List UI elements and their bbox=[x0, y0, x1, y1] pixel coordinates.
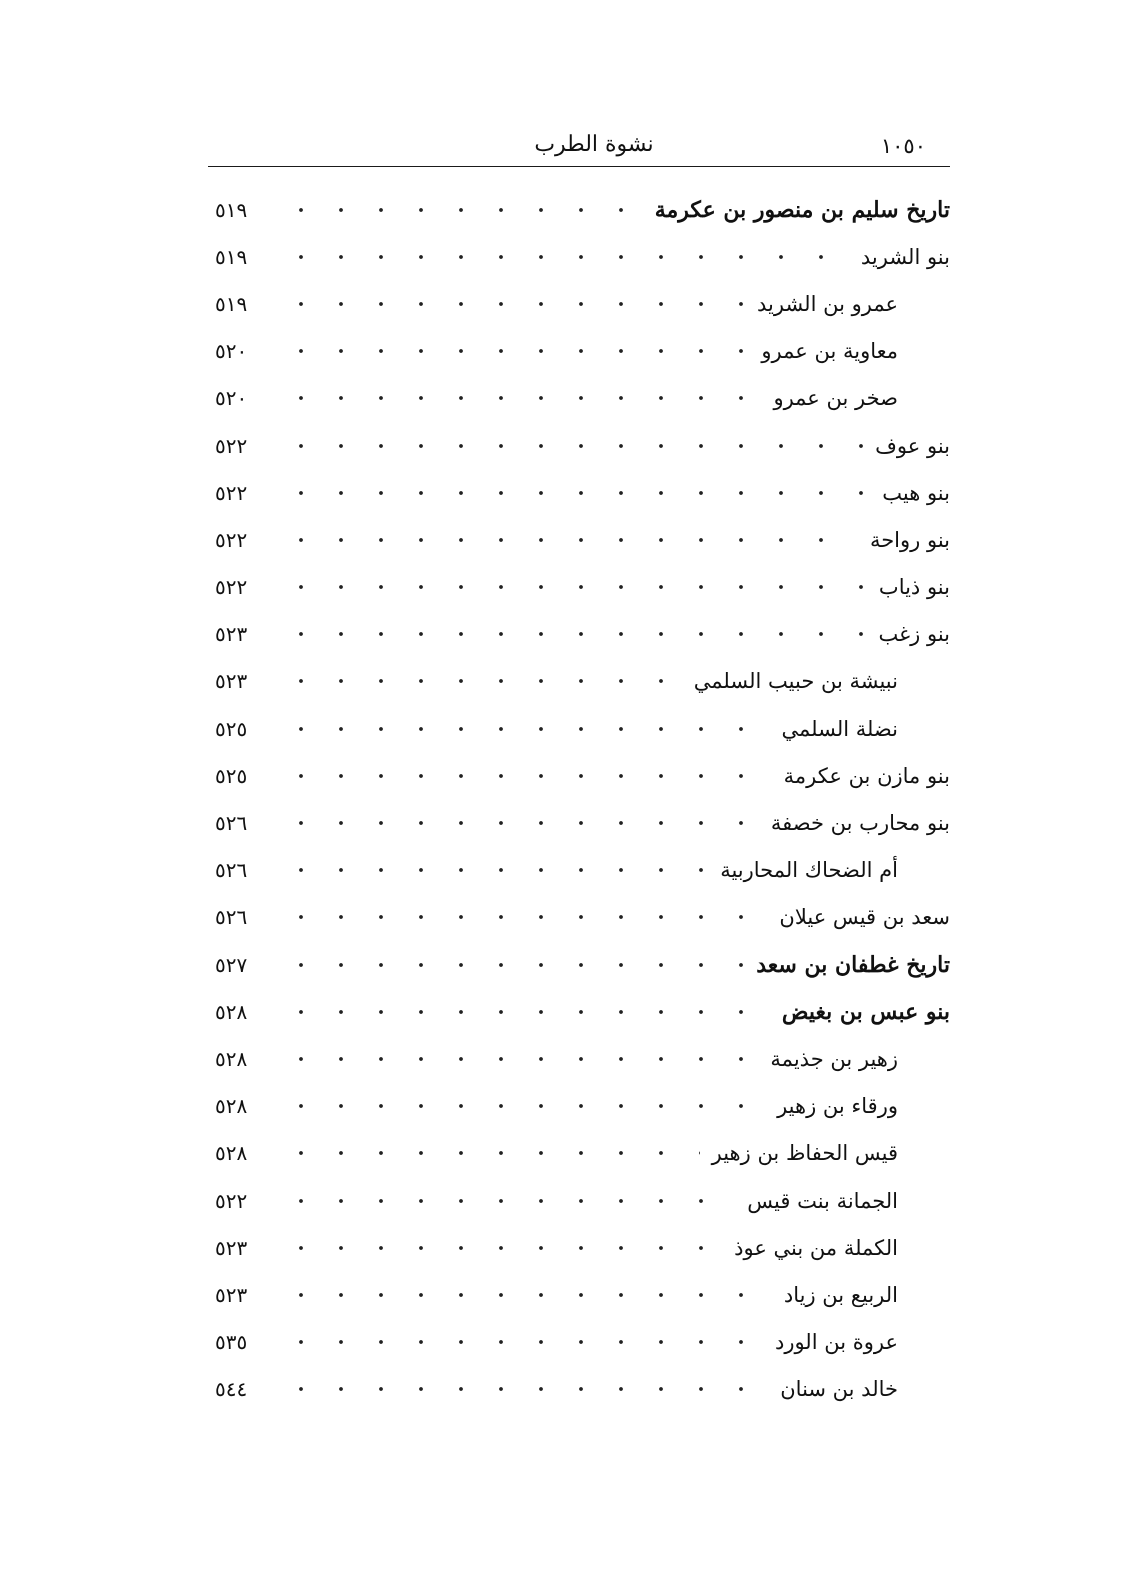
toc-entry-title: أم الضحاك المحاربية bbox=[720, 858, 898, 883]
toc-entry-title: سعد بن قيس عيلان bbox=[779, 905, 950, 930]
toc-entry-title: ورقاء بن زهير bbox=[777, 1094, 898, 1119]
toc-entry-title: تاريخ سليم بن منصور بن عكرمة bbox=[654, 196, 950, 223]
dot-leader bbox=[281, 395, 761, 401]
dot-leader bbox=[281, 1103, 765, 1109]
toc-entry-page: ٥٢٢ bbox=[215, 1188, 248, 1213]
book-title: نشوة الطرب bbox=[534, 132, 654, 157]
toc-entry bbox=[215, 422, 950, 469]
toc-entry-page: ٥٢٠ bbox=[215, 339, 248, 364]
toc-entry-title: الربيع بن زياد bbox=[783, 1282, 898, 1307]
toc-entry-title: بنو مازن بن عكرمة bbox=[783, 763, 950, 788]
toc-entry bbox=[215, 469, 950, 516]
dot-leader bbox=[281, 1198, 735, 1204]
toc-entry bbox=[215, 658, 950, 705]
toc-entry-page: ٥٢٣ bbox=[215, 1235, 248, 1260]
dot-leader bbox=[281, 914, 767, 920]
dot-leader bbox=[281, 443, 863, 449]
dot-leader bbox=[281, 678, 682, 684]
toc-entry-title: نضلة السلمي bbox=[781, 716, 898, 741]
toc-entry-title: عروة بن الورد bbox=[774, 1330, 898, 1355]
toc-entry bbox=[215, 328, 950, 375]
toc-entry-page: ٥٢٢ bbox=[215, 575, 248, 600]
dot-leader bbox=[281, 1056, 758, 1062]
toc-entry-page: ٥١٩ bbox=[215, 291, 248, 316]
dot-leader bbox=[281, 1292, 772, 1298]
toc-entry bbox=[215, 375, 950, 422]
dot-leader bbox=[281, 301, 745, 307]
toc-entry-page: ٥١٩ bbox=[215, 197, 248, 222]
toc-entry-page: ٥٣٥ bbox=[215, 1330, 248, 1355]
toc-entry-page: ٥٢٦ bbox=[215, 811, 248, 836]
toc-entry bbox=[215, 1271, 950, 1318]
table-of-contents bbox=[215, 186, 950, 1413]
toc-entry bbox=[215, 988, 950, 1035]
dot-leader bbox=[281, 1386, 768, 1392]
toc-entry-title: بنو رواحة bbox=[869, 527, 950, 552]
toc-entry-page: ٥٢٢ bbox=[215, 480, 248, 505]
toc-entry-page: ٥٢٣ bbox=[215, 1282, 248, 1307]
toc-entry-title: صخر بن عمرو bbox=[773, 386, 898, 411]
toc-entry-page: ٥٢٨ bbox=[215, 999, 248, 1024]
toc-entry bbox=[215, 564, 950, 611]
toc-entry bbox=[215, 799, 950, 846]
dot-leader bbox=[281, 1150, 700, 1156]
toc-entry-title: الكملة من بني عوذ bbox=[734, 1235, 898, 1260]
page-header bbox=[208, 128, 950, 164]
toc-entry-title: خالد بن سنان bbox=[780, 1377, 898, 1402]
dot-leader bbox=[281, 867, 708, 873]
toc-entry-page: ٥٢٣ bbox=[215, 622, 248, 647]
toc-entry bbox=[215, 847, 950, 894]
toc-entry-title: زهير بن جذيمة bbox=[770, 1046, 898, 1071]
dot-leader bbox=[281, 1245, 722, 1251]
toc-entry bbox=[215, 1083, 950, 1130]
toc-entry-page: ٥١٩ bbox=[215, 244, 248, 269]
toc-entry-page: ٥٢٦ bbox=[215, 858, 248, 883]
toc-entry bbox=[215, 280, 950, 327]
dot-leader bbox=[281, 631, 867, 637]
toc-entry bbox=[215, 1130, 950, 1177]
toc-entry bbox=[215, 1035, 950, 1082]
toc-entry-page: ٥٢٨ bbox=[215, 1141, 248, 1166]
toc-entry-title: معاوية بن عمرو bbox=[761, 339, 898, 364]
header-rule bbox=[208, 166, 950, 167]
toc-entry bbox=[215, 1319, 950, 1366]
toc-entry-page: ٥٢٢ bbox=[215, 433, 248, 458]
toc-entry-title: نبيشة بن حبيب السلمي bbox=[693, 669, 898, 694]
toc-entry-title: بنو زغب bbox=[878, 622, 950, 647]
toc-entry bbox=[215, 186, 950, 233]
toc-entry-title: عمرو بن الشريد bbox=[756, 291, 898, 316]
toc-entry-title: الجمانة بنت قيس bbox=[747, 1188, 898, 1213]
toc-entry bbox=[215, 1177, 950, 1224]
dot-leader bbox=[281, 584, 867, 590]
toc-entry bbox=[215, 1224, 950, 1271]
dot-leader bbox=[281, 254, 849, 260]
toc-entry-title: بنو عبس بن بغيض bbox=[781, 998, 950, 1025]
toc-entry-title: بنو ذياب bbox=[878, 575, 950, 600]
toc-entry-page: ٥٢٥ bbox=[215, 763, 248, 788]
page-number: ١٠٥٠ bbox=[880, 134, 926, 158]
dot-leader bbox=[281, 773, 772, 779]
toc-entry-page: ٥٢٨ bbox=[215, 1046, 248, 1071]
toc-entry-title: قيس الحفاظ بن زهير bbox=[711, 1141, 898, 1166]
toc-entry-page: ٥٢٨ bbox=[215, 1094, 248, 1119]
toc-entry bbox=[215, 752, 950, 799]
dot-leader bbox=[281, 820, 759, 826]
dot-leader bbox=[281, 962, 744, 968]
toc-entry bbox=[215, 516, 950, 563]
toc-entry bbox=[215, 233, 950, 280]
toc-entry-page: ٥٢٦ bbox=[215, 905, 248, 930]
toc-entry-page: ٥٢٣ bbox=[215, 669, 248, 694]
toc-entry bbox=[215, 894, 950, 941]
dot-leader bbox=[281, 348, 749, 354]
toc-entry-title: بنو محارب بن خصفة bbox=[770, 811, 950, 836]
dot-leader bbox=[281, 1339, 763, 1345]
toc-entry-page: ٥٤٤ bbox=[215, 1377, 248, 1402]
toc-entry-title: بنو عوف bbox=[875, 433, 950, 458]
dot-leader bbox=[281, 537, 858, 543]
dot-leader bbox=[281, 1009, 770, 1015]
toc-entry-title: بنو هيب bbox=[882, 480, 950, 505]
toc-entry-page: ٥٢٢ bbox=[215, 527, 248, 552]
toc-entry-page: ٥٢٥ bbox=[215, 716, 248, 741]
toc-entry bbox=[215, 941, 950, 988]
toc-entry-page: ٥٢٧ bbox=[215, 952, 248, 977]
dot-leader bbox=[281, 207, 643, 213]
toc-entry bbox=[215, 1366, 950, 1413]
toc-entry-page: ٥٢٠ bbox=[215, 386, 248, 411]
toc-entry bbox=[215, 611, 950, 658]
dot-leader bbox=[281, 490, 870, 496]
toc-entry bbox=[215, 705, 950, 752]
toc-entry-title: تاريخ غطفان بن سعد bbox=[756, 951, 950, 978]
dot-leader bbox=[281, 726, 769, 732]
toc-entry-title: بنو الشريد bbox=[860, 244, 950, 269]
